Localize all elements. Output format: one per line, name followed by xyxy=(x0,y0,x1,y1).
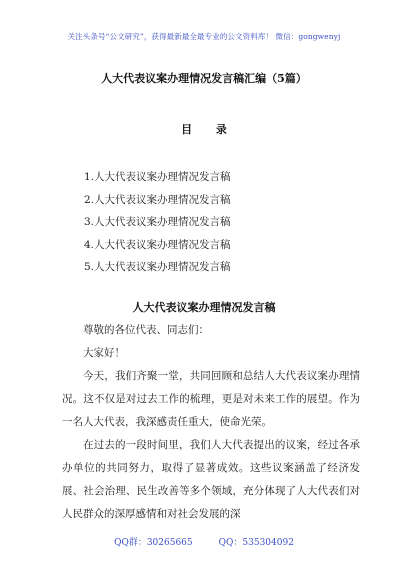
footer-contact xyxy=(0,535,408,548)
body-paragraph: 在过去的一段时间里，我们人大代表提出的议案，经过各承办单位的共同努力，取得了显著成效。这些议案涵盖了经济发展、社会治理、民生改善等多个领域，充分体现了人大代表们对人民群众的深厚感情和对社会发展的深 xyxy=(62,439,360,520)
toc-item: 4.人大代表议案办理情况发言稿 xyxy=(84,238,231,251)
greeting-paragraph: 尊敬的各位代表、同志们： xyxy=(83,324,209,336)
header-promo-note: 关注头条号“公文研究”，获得最新最全最专业的公文资料库！ 微信：gongwenyj xyxy=(67,32,341,41)
section-title: 人大代表议案办理情况发言稿 xyxy=(132,301,276,314)
toc-item: 5.人大代表议案办理情况发言稿 xyxy=(84,261,231,273)
document-title: 人大代表议案办理情况发言稿汇编（5篇） xyxy=(101,72,307,85)
speech-body xyxy=(62,319,360,526)
salutation-paragraph: 大家好！ xyxy=(83,347,125,359)
toc-item: 3.人大代表议案办理情况发言稿 xyxy=(84,216,231,228)
footer-qq-number: QQ：535304092 xyxy=(218,538,294,548)
footer-qq-group: QQ群：30265665 xyxy=(114,538,193,548)
toc-item: 2.人大代表议案办理情况发言稿 xyxy=(84,193,231,206)
table-of-contents xyxy=(84,166,231,279)
body-paragraph: 今天，我们齐聚一堂，共同回顾和总结人大代表议案办理情况。这不仅是对过去工作的梳理，更是对未来工作的展望。作为一名人大代表，我深感责任重大，使命光荣。 xyxy=(62,370,360,428)
toc-item: 1.人大代表议案办理情况发言稿 xyxy=(84,171,231,183)
toc-heading: 目 录 xyxy=(181,123,237,136)
